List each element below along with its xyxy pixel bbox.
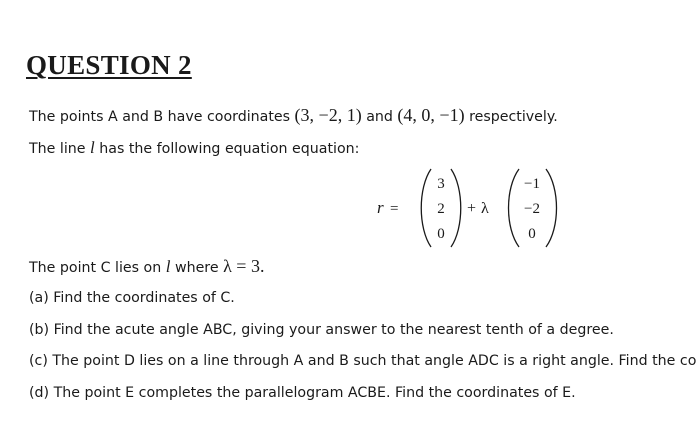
vector1-component: 3	[437, 176, 445, 192]
statement-text: and	[366, 109, 393, 125]
equation-lhs: r	[377, 198, 384, 217]
coordinate-b: (4, 0, −1)	[397, 105, 465, 125]
left-bracket-vector2	[509, 169, 520, 247]
lambda-condition: λ = 3.	[223, 256, 265, 276]
equals-sign: =	[390, 201, 399, 217]
statement-text: where	[174, 260, 219, 276]
plus-sign: +	[467, 200, 477, 217]
statement-text: The point C lies on	[29, 260, 162, 276]
vector2-component: −1	[524, 176, 540, 192]
right-bracket-vector1	[451, 169, 461, 247]
part-b: (b) Find the acute angle ABC, giving your answer to the nearest tenth of a degree.	[29, 322, 614, 338]
vector1-component: 2	[437, 201, 445, 217]
point-c-statement	[29, 256, 264, 278]
part-c: (c) The point D lies on a line through A and B such that angle ADC is a right angle. Find the co	[29, 353, 697, 369]
line-variable: l	[165, 257, 171, 276]
vector2-component: −2	[524, 201, 540, 217]
coordinates-statement	[29, 105, 558, 127]
vector2-component: 0	[528, 226, 536, 242]
coordinate-a: (3, −2, 1)	[294, 105, 362, 125]
line-equation-intro	[29, 138, 359, 159]
lambda-symbol: λ	[481, 200, 489, 217]
statement-text: has the following equation equation:	[99, 141, 360, 157]
statement-text: respectively.	[469, 109, 558, 125]
line-variable: l	[90, 138, 95, 157]
part-d: (d) The point E completes the parallelogram ACBE. Find the coordinates of E.	[29, 385, 576, 401]
statement-text: The points A and B have coordinates	[29, 109, 291, 125]
right-bracket-vector2	[546, 169, 557, 247]
question-heading: QUESTION 2	[26, 50, 192, 80]
vector1-component: 0	[437, 226, 445, 242]
statement-text: The line	[29, 141, 86, 157]
left-bracket-vector1	[421, 169, 431, 247]
part-a: (a) Find the coordinates of C.	[29, 290, 235, 306]
